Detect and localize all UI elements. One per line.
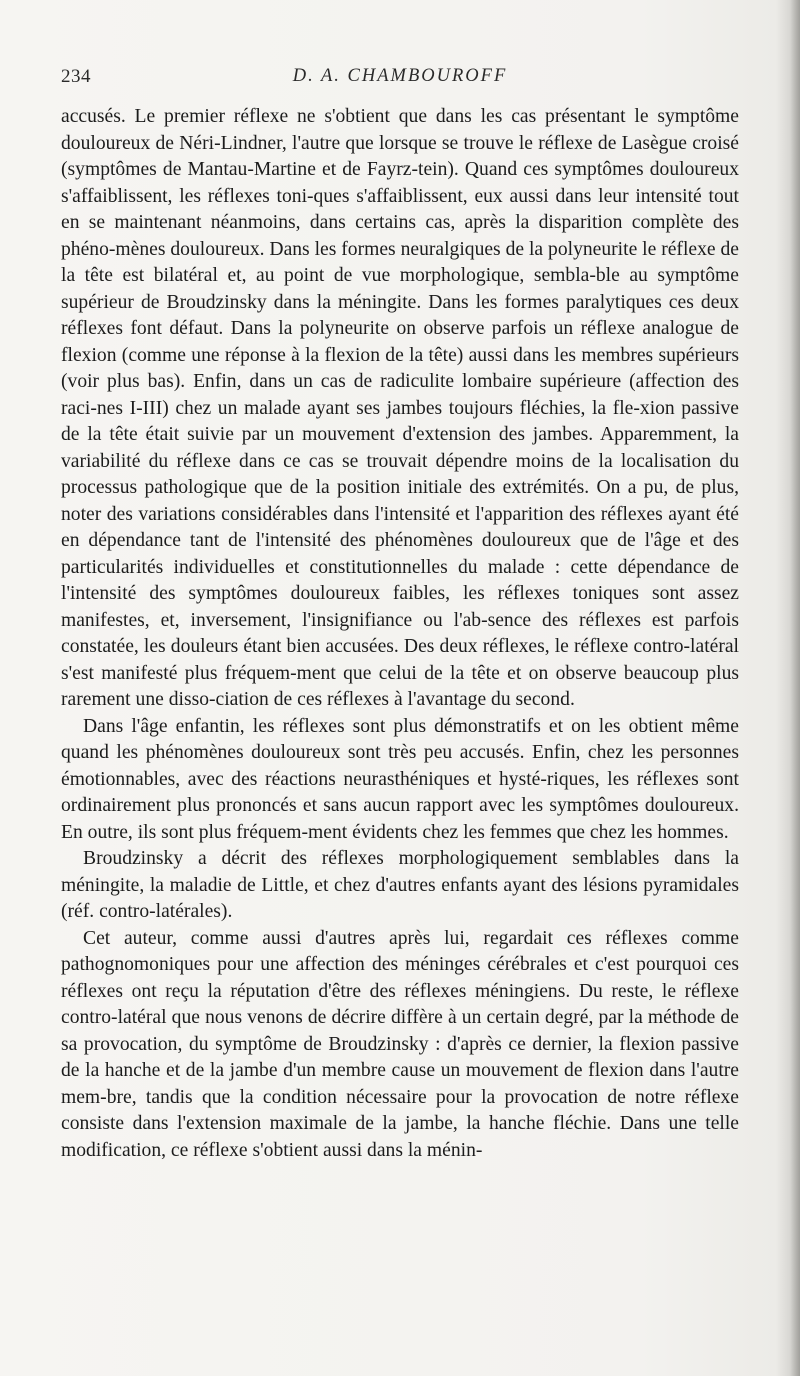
running-head: D. A. CHAMBOUROFF [292,66,508,86]
page-header [61,66,739,96]
page-number: 234 [61,66,91,87]
body-text [61,104,739,1164]
paragraph: Cet auteur, comme aussi d'autres après lui, regardait ces réflexes comme pathognomoniques pour une affection des méninges cérébrales et c'est pourquoi ces réflexes ont reçu la réputation d'être des réflexes méningiens. Du reste, le réflexe contro-latéral que nous venons de décrire diffère à un certain degré, par la méthode de sa provocation, du symptôme de Broudzinsky : d'après ce dernier, la flexion passive de la hanche et de la jambe d'un membre cause un mouvement de flexion dans l'autre mem-bre, tandis que la condition nécessaire pour la provocation de notre réflexe consiste dans l'extension maximale de la jambe, la hanche fléchie. Dans une telle modification, ce réflexe s'obtient aussi dans la ménin- [61,927,739,1161]
paragraph: accusés. Le premier réflexe ne s'obtient que dans les cas présentant le symptôme douloureux de Néri-Lindner, l'autre que lorsque se trouve le réflexe de Lasègue croisé (symptômes de Mantau-Martine et de Fayrz-tein). Quand ces symptômes douloureux s'affaiblissent, les réflexes toni-ques s'affaiblissent, eux aussi dans leur intensité tout en se maintenant néanmoins, dans certains cas, après la disparition complète des phéno-mènes douloureux. Dans les formes neuralgiques de la polyneurite le réflexe de la tête est bilatéral et, au point de vue morphologique, sembla-ble au symptôme supérieur de Broudzinsky dans la méningite. Dans les formes paralytiques ces deux réflexes font défaut. Dans la polyneurite on observe parfois un réflexe analogue de flexion (comme une réponse à la flexion de la tête) aussi dans les membres supérieurs (voir plus bas). Enfin, dans un cas de radiculite lombaire supérieure (affection des raci-nes I-III) chez un malade ayant ses jambes toujours fléchies, la fle-xion passive de la tête était suivie par un mouvement d'extension des jambes. Apparemment, la variabilité du réflexe dans ce cas se trouvait dépendre moins de la localisation du processus pathologique que de la position initiale des extrémités. On a pu, de plus, noter des variations considérables dans l'intensité et l'apparition des réflexes ayant été en dépendance tant de l'intensité des phénomènes douloureux que de l'âge et des particularités individuelles et constitutionnelles du malade : cette dépendance de l'intensité des symptômes douloureux faibles, les réflexes toniques sont assez manifestes, et, inversement, l'insignifiance ou l'ab-sence des réflexes est parfois constatée, les douleurs étant bien accusées. Des deux réflexes, le réflexe contro-latéral s'est manifesté plus fréquem-ment que celui de la tête et on observe beaucoup plus rarement une disso-ciation de ces réflexes à l'avantage du second. [61,106,739,710]
paragraph: Dans l'âge enfantin, les réflexes sont plus démonstratifs et on les obtient même quand les phénomènes douloureux sont très peu accusés. Enfin, chez les personnes émotionnables, avec des réactions neurasthéniques et hysté-riques, les réflexes sont ordinairement plus prononcés et sans aucun rapport avec les symptômes douloureux. En outre, ils sont plus fréquem-ment évidents chez les femmes que chez les hommes. [61,715,739,843]
page-edge-shadow [790,0,800,1376]
paragraph: Broudzinsky a décrit des réflexes morphologiquement semblables dans la méningite, la maladie de Little, et chez d'autres enfants ayant des lésions pyramidales (réf. contro-latérales). [61,848,739,922]
